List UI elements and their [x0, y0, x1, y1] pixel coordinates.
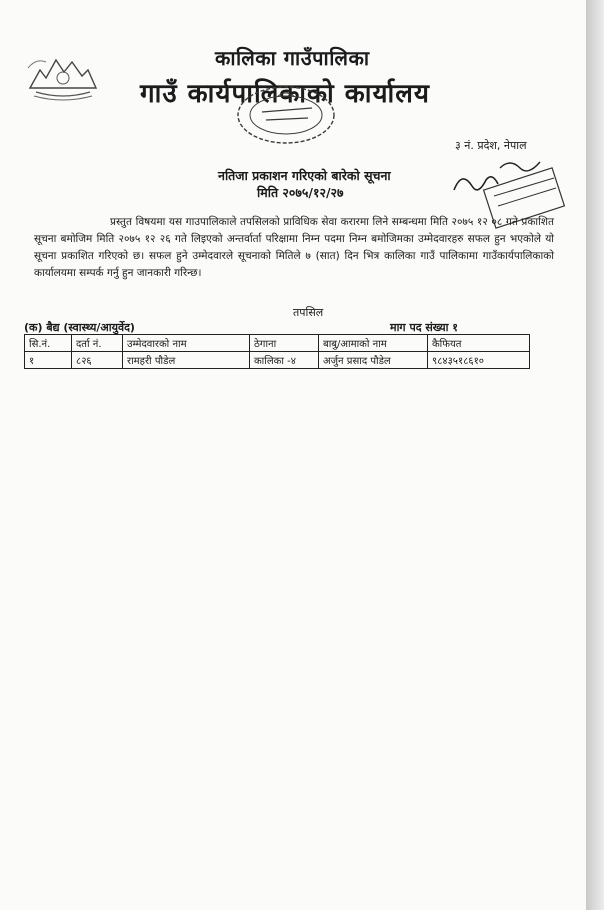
column-header: दर्ता नं.: [72, 335, 123, 352]
table-header-row: [25, 335, 530, 352]
address-line: ३ नं. प्रदेश, नेपाल: [455, 139, 527, 152]
notice-title: नतिजा प्रकाशन गरिएको बारेको सूचना: [218, 168, 391, 183]
table-cell: कालिका -४: [250, 352, 319, 369]
page-edge-shadow: [586, 0, 604, 910]
notice-body: प्रस्तुत विषयमा यस गाउपालिकाले तपसिलको प्राविधिक सेवा करारमा लिने सम्बन्धमा मिति २०७५ १२ ०८ गते प्रकाशित सूचना बमोजिम मिति २०७५ १२ २६ गते लिइएको अन्तर्वार्ता परिक्षामा निम्न पदमा निम्न बमोजिमका उम्मेदवारहरु सफल हुन भएकोले यो सूचना प्रकाशित गरिएको छ। सफल हुने उम्मेदवारले सूचनाको मितिले ७ (सात) दिन भित्र कालिका गाउँ पालिकामा गाउँकार्यपालिकाको कार्यालयमा सम्पर्क गर्नु हुन जानकारी गरिन्छ।: [34, 216, 554, 279]
table-cell: रामहरी पौडेल: [123, 352, 250, 369]
nepal-emblem-icon: [26, 48, 100, 104]
column-header: ठेगाना: [250, 335, 319, 352]
post-count: माग पद संख्या १: [390, 321, 459, 334]
column-header: कैफियत: [428, 335, 530, 352]
table-cell: १: [25, 352, 72, 369]
column-header: सि.नं.: [25, 335, 72, 352]
office-seal-stamp: [232, 82, 340, 148]
table-row: [25, 352, 530, 369]
schedule-title: तपसिल: [293, 306, 324, 319]
column-header: उम्मेदवारको नाम: [123, 335, 250, 352]
municipality-name: कालिका गाउँपालिका: [215, 46, 370, 70]
notice-date: मिति २०७५/१२/२७: [257, 185, 344, 200]
office-name: गाउँ कार्यपालिकाको कार्यालय: [140, 79, 430, 109]
table-cell: ८२६: [72, 352, 123, 369]
post-category: (क) बैद्य (स्वास्थ्य/आयुर्वेद): [24, 321, 135, 334]
table-cell: अर्जुन प्रसाद पौडेल: [319, 352, 428, 369]
column-header: बाबु/आमाको नाम: [319, 335, 428, 352]
table-cell: ९८४३५१८६१०: [428, 352, 530, 369]
results-table: [24, 334, 530, 369]
